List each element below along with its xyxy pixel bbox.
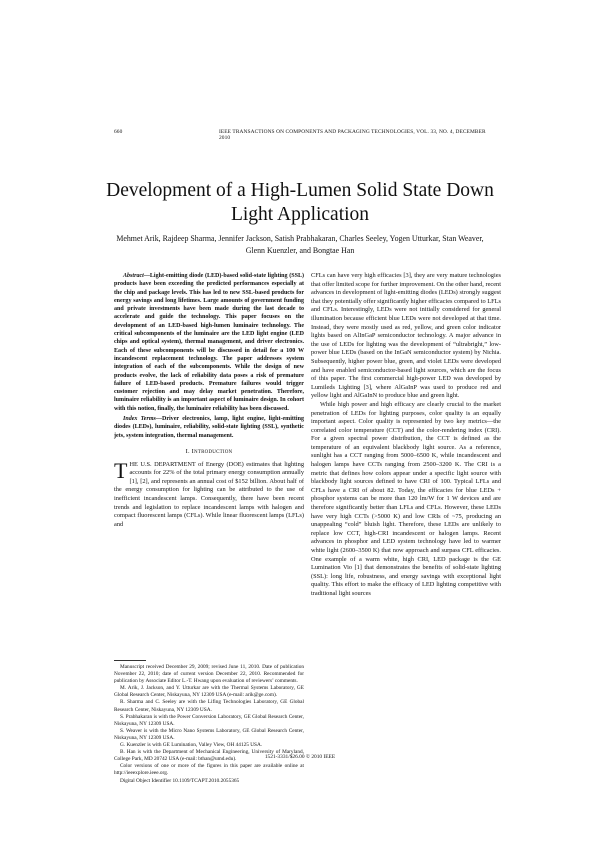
footnote-affiliation: B. Han is with the Department of Mechanical Engineering, University of Maryland, College Park, MD 20742 USA (e-mail: bthan@umd.edu). (114, 749, 304, 763)
running-header (114, 129, 486, 139)
abstract (114, 272, 304, 413)
footnote-affiliation: M. Arik, J. Jackson, and Y. Utturkar are with the Thermal Systems Laboratory, GE Global Research Center, Niskayuna, NY 12309 USA (e-mail: arik@ge.com). (114, 685, 304, 699)
footnote-affiliation: S. Prabhakaran is with the Power Conversion Laboratory, GE Global Research Center, Niskayuna, NY 12309 USA. (114, 713, 304, 727)
index-terms-label: Index Terms— (123, 416, 162, 423)
right-column (311, 272, 501, 599)
page-number: 660 (114, 129, 123, 135)
journal-header: IEEE TRANSACTIONS ON COMPONENTS AND PACKAGING TECHNOLOGIES, VOL. 33, NO. 4, DECEMBER 2010 (219, 129, 486, 141)
abstract-text: Light-emitting diode (LED)-based solid-state lighting (SSL) products have been exceeding the predicted performances especially at the chip and package levels. This has led to new SSL-based products for energy savings and long lifetimes. Large amounts of government funding and private investments have been made during the last decade to accelerate and guide the technology. This paper focuses on the development of an LED-based high-lumen luminaire technology. The critical subcomponents of the luminaire are the LED light engine (LED chips and optical system), thermal management, and driver electronics. Each of these subcomponents will be discussed in detail for a 100 W incandescent replacement technology. The paper addresses system integration of each of the subcomponents. While the design of new products evolve, the lack of reliability data poses a risk of premature failure of LED-based products. Premature failures would trigger customer rejection and may delay market penetration. Therefore, luminaire reliability is an important aspect of luminaire design. In cohort with this notion, finally, the luminaire reliability has been discussed. (114, 273, 304, 412)
intro-paragraph-2: While high power and high efficacy are clearly crucial to the market penetration of LEDs for lighting purposes, color quality is an equally important aspect. Color quality is represented by two key metrics—the correlated color temperature (CCT) and the color-rendering index (CRI). For a given spectral power distribution, the CCT is defined as the temperature of an equivalent blackbody light source. As a reference, sunlight has a CCT ranging from 5000–6500 K, while incandescent and halogen lamps have CCTs ranging from 2500–3200 K. The CRI is a metric that defines how colors appear under a specific light source with blackbody light sources defined to have CRI of 100. Typical LFLs and CFLs have a CRI of about 82. Today, the efficacies for blue LEDs + phosphor systems can be more than 120 lm/W for 1 W devices and are therefore significantly better than LFLs and CFLs. However, these LEDs have very high CCTs (>5000 K) and low CRIs of ~75, producing an unappealing “cold” bluish light. Therefore, these LEDs are unlikely to replace low CCT, high-CRI incandescent or halogen lamps. Recent advances in phosphor and LED system technology have led to warmer white light (2600–3500 K) that now approach and surpass CFL efficacies. One example of a warm white, high CRI, LED package is the GE Lumination Vio [1] that demonstrates the benefits of solid-state lighting (SSL): long life, robustness, and energy savings with exceptional light quality. This effort to make the efficacy of LED lighting competitive with traditional light sources (311, 400, 501, 597)
copyright-line: 1521-3331/$26.00 © 2010 IEEE (264, 754, 336, 760)
index-terms (114, 415, 304, 440)
footnote-doi: Digital Object Identifier 10.1109/TCAPT.2010.2055365 (120, 777, 240, 784)
intro-lead: HE U.S. DEPARTMENT (129, 460, 196, 468)
footnote-color-note: Color versions of one or more of the figures in this paper are available online at http://ieeexplore.ieee.org. (114, 763, 304, 777)
abstract-label: Abstract— (123, 273, 150, 279)
intro-paragraph-1 (114, 457, 304, 530)
footnote-affiliation: S. Weaver is with the Micro Nano Systems Laboratory, GE Global Research Center, Niskayuna, NY 12309 USA. (114, 727, 304, 741)
intro-text-left: of Energy (DOE) estimates that lighting accounts for 22% of the total primary energy consumption annually [1], [2], and represents an annual cost of $152 billion. About half of the energy consumption for lighting can be attributed to the use of inefficient incandescent lamps. Consequently, there have been recent trends and legislation to replace incandescent lamps with halogen and compact fluorescent lamps (CFLs). While linear fluorescent lamps (LFLs) and (114, 460, 304, 528)
footnotes (114, 660, 304, 785)
section-heading: I. Introduction (185, 447, 233, 455)
footnote-affiliation: G. Kuenzler is with GE Lumination, Valley View, OH 44125 USA. (120, 742, 263, 749)
paper-title: Development of a High-Lumen Solid State Down Light Application (106, 180, 494, 225)
footnote-rule (114, 660, 146, 661)
footnote-affiliation: R. Sharma and C. Seeley are with the Lifing Technologies Laboratory, GE Global Research Center, Niskayuna, NY 12309 USA. (114, 699, 304, 713)
footnote-received: Manuscript received December 29, 2009; revised June 11, 2010. Date of publication November 22, 2010; date of current version December 22, 2010. Recommended for publication by Associate Editor L.-T. Hwang upon evaluation of reviewers’ comments. (114, 664, 304, 685)
intro-text-right: CFLs can have very high efficacies [3], they are very mature technologies that offer limited scope for further improvement. On the other hand, recent advances in development of light-emitting diodes (LEDs) strongly suggest that they potentially offer significantly higher efficacies compared to LFLs and CFLs. Interestingly, LEDs were not initially considered for general illumination because efficient blue LEDs were not developed at that time. Instead, they were mostly used as red, yellow, and green color indicator lights based on AlInGaP semiconductor technology. A major advance in the use of LEDs for lighting was the development of “ultrabright,” low-power blue LEDs (based on the InGaN semiconductor system) by Nichia. Subsequently, higher power blue, green, and violet LEDs were developed and have enabled semiconductor-based light sources, which are the focus of this paper. The first commercial high-power LED was developed by Lumileds Lighting [3], where AlGaInP was used to produce red and yellow light and AlGaInN to produce blue and green light. (311, 272, 501, 400)
left-column (114, 272, 304, 529)
drop-cap: T (114, 457, 128, 483)
index-terms-text: Driver electronics, lamp, light engine, light-emitting diodes (LEDs), luminaire, reliability, solid-state lighting (SSL), synthetic jets, system integration, thermal management. (114, 416, 304, 439)
author-list: Mehmet Arik, Rajdeep Sharma, Jennifer Jackson, Satish Prabhakaran, Charles Seeley, Yogen Utturkar, Stan Weaver, Glenn Kuenzler, and Bongtae Han (116, 234, 484, 255)
